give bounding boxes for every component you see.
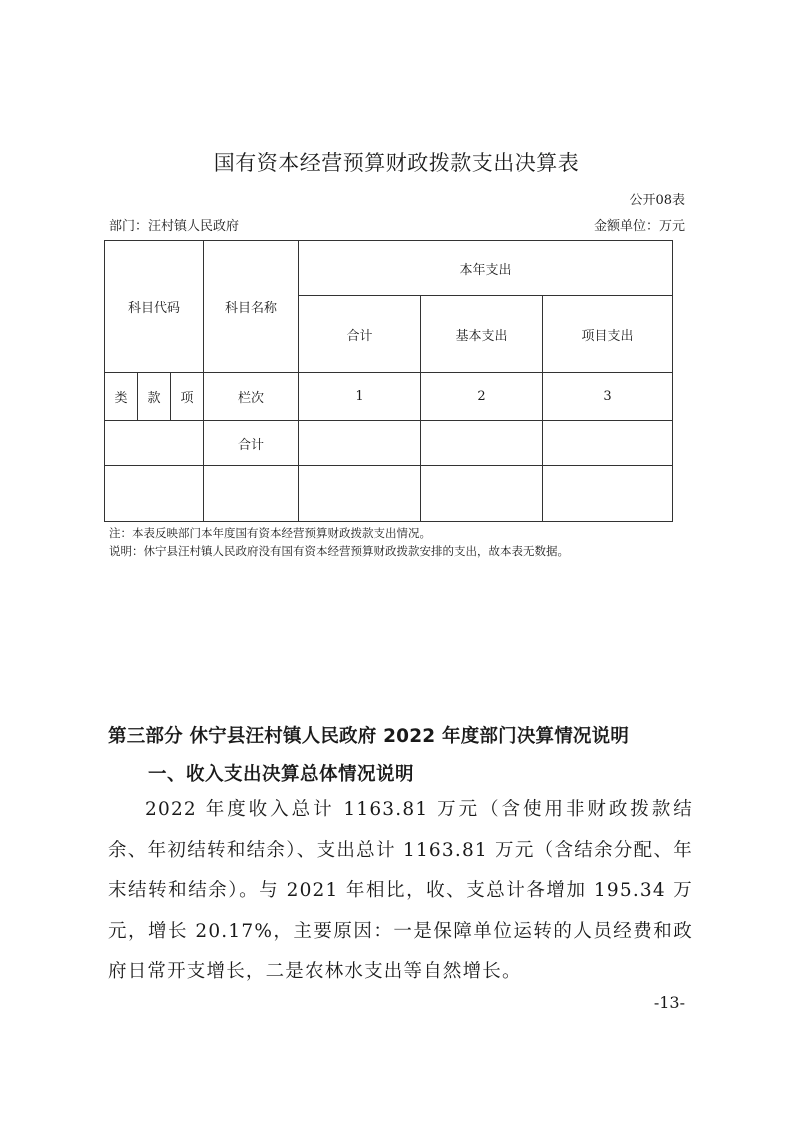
header-project-expense: 项目支出 <box>543 296 673 373</box>
header-basic-expense: 基本支出 <box>421 296 543 373</box>
table-title: 国有资本经营预算财政拨款支出决算表 <box>213 151 580 175</box>
total-row-code <box>105 421 204 466</box>
table-note: 注：本表反映部门本年度国有资本经营预算财政拨款支出情况。 <box>109 526 431 540</box>
body-paragraph: 2022 年度收入总计 1163.81 万元（含使用非财政拨款结余、年初结转和结余）、支出总计 1163.81 万元（含结余分配、年末结转和结余）。与 2021 年相比，收、支总计各增加 195.34 万元，增长 20.17%，主要原因：一是保障单位运转的人员经费和政府日常开支增长，二是农林水支出等自然增长。 <box>108 799 693 982</box>
index-col-3: 3 <box>543 373 673 421</box>
department-label: 部门：汪村镇人民政府 <box>109 219 240 234</box>
total-row-project <box>543 421 673 466</box>
empty-row-code <box>105 466 204 522</box>
index-col-2: 2 <box>421 373 543 421</box>
subsection-title: 一、收入支出决算总体情况说明 <box>148 764 415 785</box>
page-number: -13- <box>653 993 685 1012</box>
empty-row-name <box>204 466 299 522</box>
expense-table <box>104 240 673 522</box>
form-number: 公开08表 <box>629 193 685 208</box>
index-item: 项 <box>171 373 204 421</box>
total-row <box>105 421 673 466</box>
index-row <box>105 373 673 421</box>
table-explanation: 说明：休宁县汪村镇人民政府没有国有资本经营预算财政拨款安排的支出，故本表无数据。 <box>109 544 569 558</box>
header-row-1 <box>105 241 673 296</box>
header-total: 合计 <box>299 296 421 373</box>
index-category: 类 <box>105 373 138 421</box>
index-column-label: 栏次 <box>204 373 299 421</box>
total-row-label: 合计 <box>204 421 299 466</box>
index-section: 款 <box>138 373 171 421</box>
empty-row <box>105 466 673 522</box>
index-col-1: 1 <box>299 373 421 421</box>
amount-unit-label: 金额单位：万元 <box>593 219 685 234</box>
total-row-basic <box>421 421 543 466</box>
empty-row-total <box>299 466 421 522</box>
empty-row-basic <box>421 466 543 522</box>
empty-row-project <box>543 466 673 522</box>
header-current-year-expense: 本年支出 <box>299 241 673 296</box>
total-row-total <box>299 421 421 466</box>
header-subject-code: 科目代码 <box>105 241 204 373</box>
section-title: 第三部分 休宁县汪村镇人民政府 2022 年度部门决算情况说明 <box>108 726 630 747</box>
header-subject-name: 科目名称 <box>204 241 299 373</box>
